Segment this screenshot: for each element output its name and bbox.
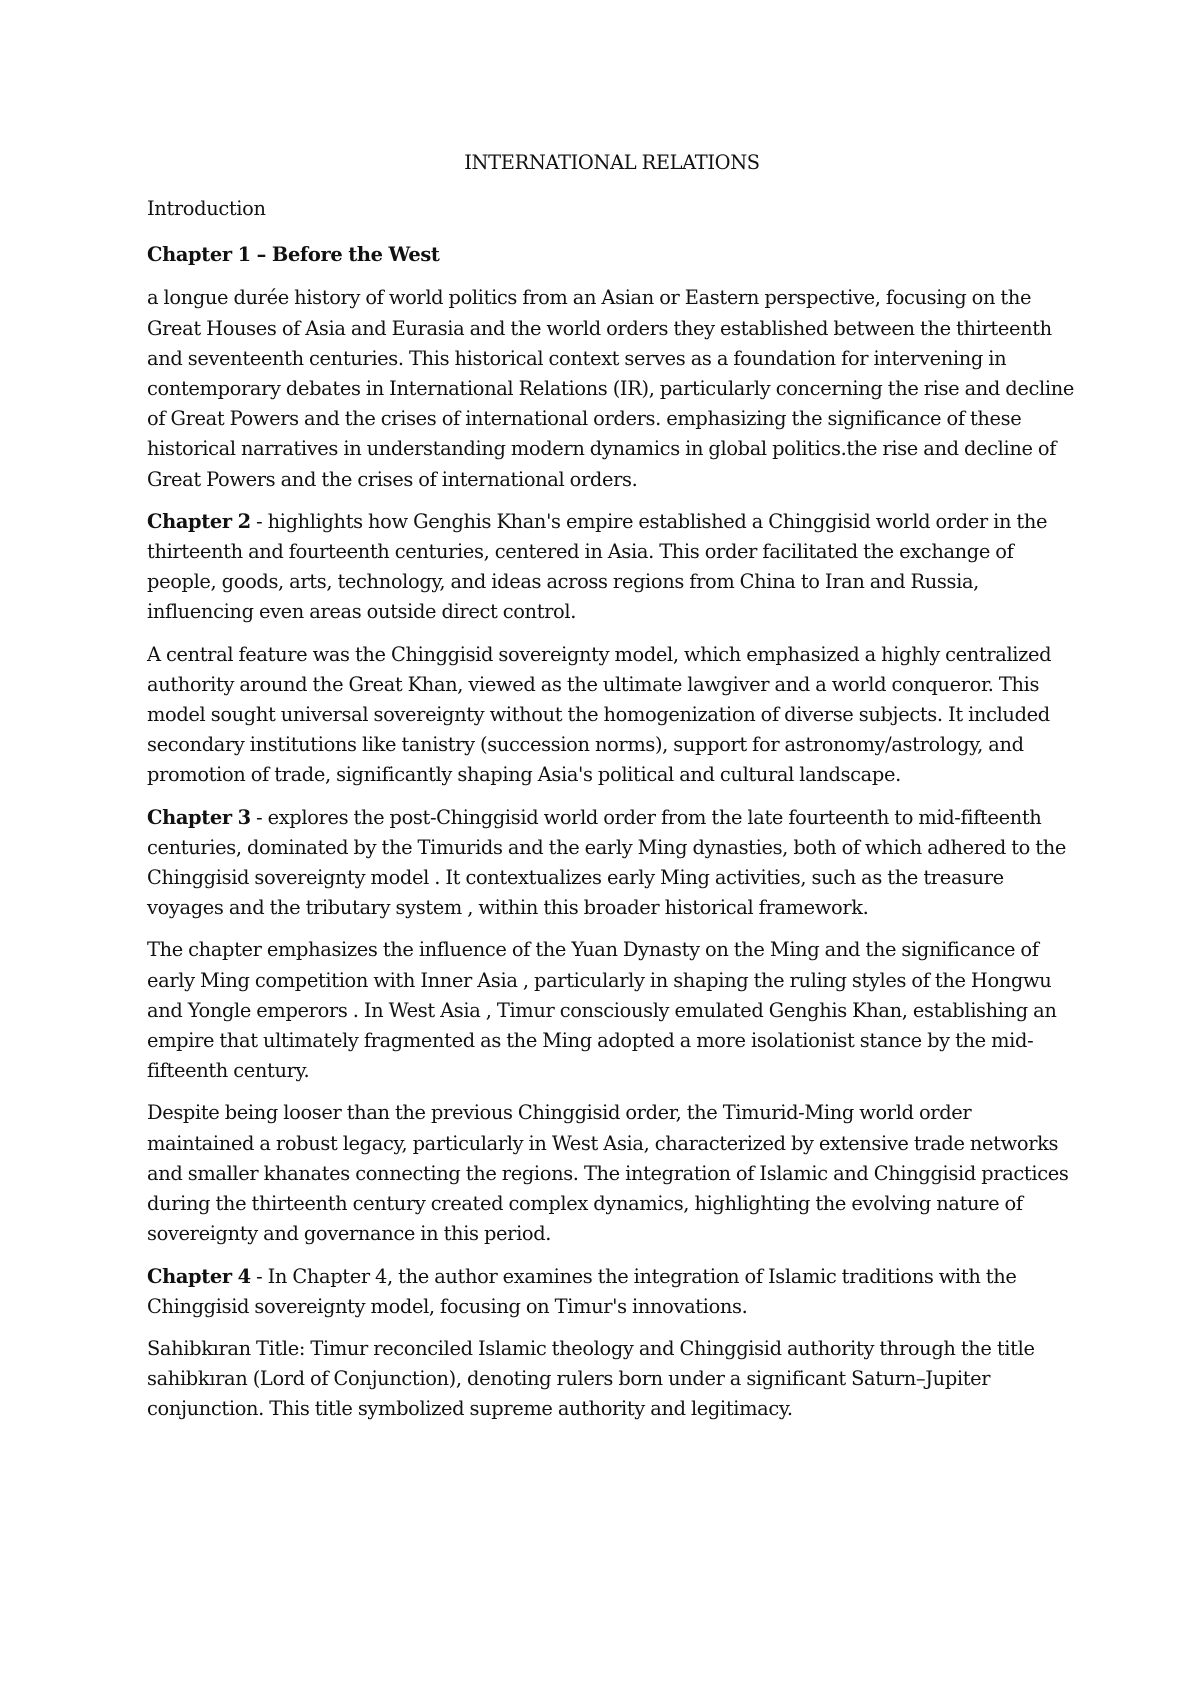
chapter-3-paragraph-2: The chapter emphasizes the influence of the Yuan Dynasty on the Ming and the significance of early Ming competition with Inner Asia , particularly in shaping the ruling styles of the Hongwu and Yongle emperors . In West Asia , Timur consciously emulated Genghis Khan, establishing an empire that ultimately fragmented as the Ming adopted a more isolationist stance by the mid-fifteenth century. (147, 938, 1057, 1083)
chapter-1-heading: Chapter 1 – Before the West (147, 243, 440, 267)
chapter-2-text: - highlights how Genghis Khan's empire established a Chinggisid world order in the thirteenth and fourteenth centuries, centered in Asia. This order facilitated the exchange of people, goods, arts, technology, and ideas across regions from China to Iran and Russia, influencing even areas outside direct control. (147, 509, 1048, 624)
document-title: INTERNATIONAL RELATIONS (464, 151, 760, 174)
chapter-2-paragraph-2: A central feature was the Chinggisid sovereignty model, which emphasized a highly centralized authority around the Great Khan, viewed as the ultimate lawgiver and a world conqueror. This model sought universal sovereignty without the homogenization of diverse subjects. It included secondary institutions like tanistry (succession norms), support for astronomy/astrology, and promotion of trade, significantly shaping Asia's political and cultural landscape. (147, 642, 1052, 787)
chapter-2-paragraph (147, 507, 1077, 628)
introduction-label: Introduction (147, 197, 266, 220)
chapter-4-paragraph-2: Sahibkıran Title: Timur reconciled Islamic theology and Chinggisid authority through the title sahibkıran (Lord of Conjunction), denoting rulers born under a significant Saturn–Jupiter conjunction. This title symbolized supreme authority and legitimacy. (147, 1336, 1035, 1421)
chapter-4-paragraph (147, 1262, 1077, 1322)
chapter-1-paragraph: a longue durée history of world politics from an Asian or Eastern perspective, focusing on the Great Houses of Asia and Eurasia and the world orders they established between the thirteenth and seventeenth centuries. This historical context serves as a foundation for intervening in contemporary debates in International Relations (IR), particularly concerning the rise and decline of Great Powers and the crises of international orders. emphasizing the significance of these historical narratives in understanding modern dynamics in global politics.the rise and decline of Great Powers and the crises of international orders. (147, 286, 1074, 491)
chapter-2-label: Chapter 2 (147, 509, 251, 533)
chapter-3-text: - explores the post-Chinggisid world order from the late fourteenth to mid-fifteenth centuries, dominated by the Timurids and the early Ming dynasties, both of which adhered to the Chinggisid sovereignty model . It contextualizes early Ming activities, such as the treasure voyages and the tributary system , within this broader historical framework. (147, 805, 1067, 920)
chapter-3-paragraph (147, 803, 1077, 924)
chapter-3-label: Chapter 3 (147, 805, 251, 829)
chapter-3-paragraph-3: Despite being looser than the previous Chinggisid order, the Timurid-Ming world order maintained a robust legacy, particularly in West Asia, characterized by extensive trade networks and smaller khanates connecting the regions. The integration of Islamic and Chinggisid practices during the thirteenth century created complex dynamics, highlighting the evolving nature of sovereignty and governance in this period. (147, 1101, 1069, 1246)
chapter-4-label: Chapter 4 (147, 1264, 251, 1288)
chapter-4-text: - In Chapter 4, the author examines the integration of Islamic traditions with the Chinggisid sovereignty model, focusing on Timur's innovations. (147, 1264, 1017, 1318)
document-page (147, 136, 1077, 1425)
